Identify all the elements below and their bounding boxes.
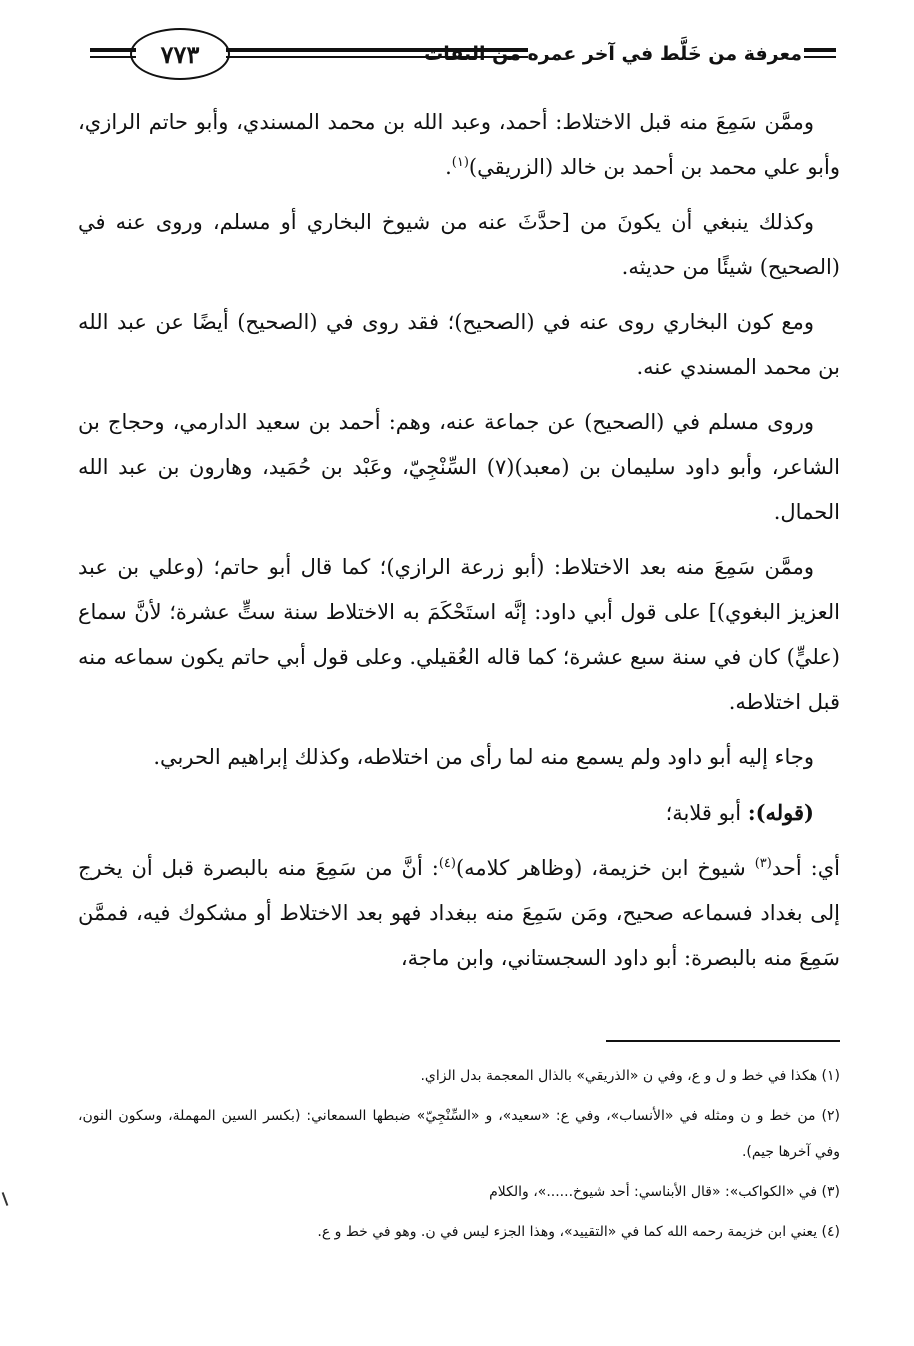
footnote: (١) هكذا في خط و ل و ع، وفي ن «الذريقي» بالذال المعجمة بدل الزاي. xyxy=(420,1068,840,1084)
paragraph: ومع كون البخاري روى عنه في (الصحيح)؛ فقد روى في (الصحيح) أيضًا عن عبد الله بن محمد المسندي عنه. xyxy=(78,310,840,379)
footnote-ref: (٤) xyxy=(438,856,456,871)
main-text xyxy=(78,100,840,991)
running-title: معرفة من خَلَّط في آخر عمره من الثقات xyxy=(424,43,802,65)
footnote: (٣) في «الكواكب»: «قال الأبناسي: أحد شيوخ......»، والكلام xyxy=(489,1184,840,1200)
page-header xyxy=(90,24,836,88)
paragraph xyxy=(78,846,840,981)
paragraph xyxy=(78,790,840,836)
paragraph-text: أبو قلابة؛ xyxy=(665,801,748,825)
paragraph: وجاء إليه أبو داود ولم يسمع منه لما رأى من اختلاطه، وكذلك إبراهيم الحربي. xyxy=(153,745,814,769)
paragraph-text: . xyxy=(445,155,452,179)
header-rule xyxy=(90,56,136,58)
paragraph-text: : أنَّ من سَمِعَ منه بالبصرة قبل أن يخرج إلى بغداد فسماعه صحيح، ومَن سَمِعَ منه ببغداد فهو بعد الاختلاط أو مشكوك فيه، فممَّن سَمِعَ منه بالبصرة: أبو داود السجستاني، وابن ماجة، xyxy=(78,856,840,970)
paragraph: وكذلك ينبغي أن يكونَ من [حدَّثَ عنه من شيوخ البخاري أو مسلم، وروى عنه في (الصحيح) شيئًا من حديثه. xyxy=(78,210,840,279)
page-number: ٧٧٣ xyxy=(130,28,230,80)
footnote: (٤) يعني ابن خزيمة رحمه الله كما في «التقييد»، وهذا الجزء ليس في ن. وهو في خط و ع. xyxy=(317,1224,840,1240)
footnote-ref: (٣) xyxy=(754,856,772,871)
paragraph-text: وممَّن سَمِعَ منه قبل الاختلاط: أحمد، وعبد الله بن محمد المسندي، وأبو حاتم الرازي، وأبو علي محمد بن أحمد بن خالد (الزريقي) xyxy=(78,110,840,179)
paragraph: وممَّن سَمِعَ منه بعد الاختلاط: (أبو زرعة الرازي)؛ كما قال أبو حاتم؛ (وعلي بن عبد العزيز البغوي)] على قول أبي داود: إنَّه استَحْكَمَ به الاختلاط سنة ستٍّ عشرة؛ لأنَّ سماع (عليٍّ) كان في سنة سبع عشرة؛ كما قاله العُقيلي. وعلى قول أبي حاتم يكون سماعه منه قبل اختلاطه. xyxy=(78,555,840,714)
header-rule xyxy=(90,48,136,52)
header-rule xyxy=(804,48,836,52)
commentary-label: (قوله): xyxy=(747,800,814,825)
paragraph-text: أي: أحد xyxy=(771,856,840,880)
paragraph: وروى مسلم في (الصحيح) عن جماعة عنه، وهم: أحمد بن سعيد الدارمي، وحجاج بن الشاعر، وأبو داود سليمان بن (معبد)(٧) السِّنْجِيّ، وعَبْد بن حُمَيد، وهارون بن عبد الله الحمال. xyxy=(78,410,840,524)
footnote-separator xyxy=(606,1040,840,1042)
footnotes xyxy=(78,1058,840,1254)
scan-edge-mark xyxy=(2,1192,9,1206)
footnote-ref: (١) xyxy=(451,155,469,170)
paragraph xyxy=(78,100,840,190)
footnote: (٢) من خط و ن ومثله في «الأنساب»، وفي ع: «سعيد»، و «السِّنْجِيّ» ضبطها السمعاني: (بكسر السين المهملة، وسكون النون، وفي آخرها جيم). xyxy=(78,1108,840,1160)
paragraph-text: شيوخ ابن خزيمة، (وظاهر كلامه) xyxy=(455,856,755,880)
header-rule xyxy=(804,56,836,58)
